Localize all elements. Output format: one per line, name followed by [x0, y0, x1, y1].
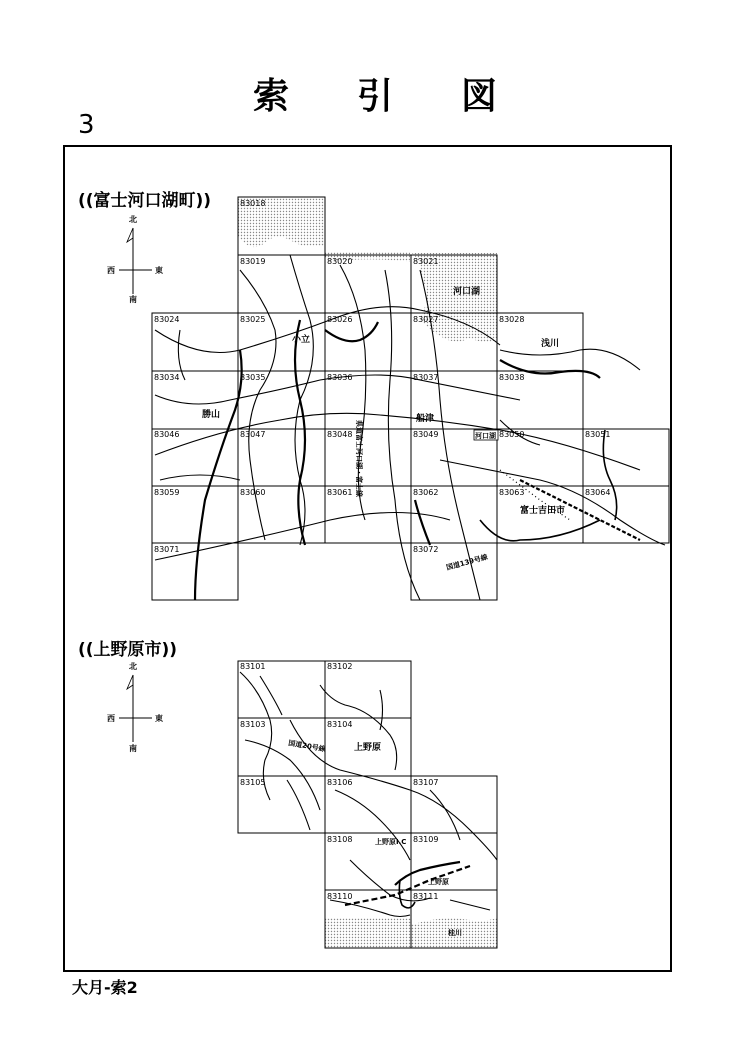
- sheet-number: 83051: [585, 430, 611, 439]
- place-name: 河口湖: [475, 432, 496, 440]
- sheet-number: 83047: [240, 430, 266, 439]
- place-name: 勝山: [202, 410, 221, 420]
- compass-west: 西: [107, 266, 115, 275]
- sheet-number: 83026: [327, 315, 353, 324]
- place-name: 河口湖: [453, 287, 481, 297]
- sheet-number: 83027: [413, 315, 439, 324]
- place-name: 船津: [416, 414, 435, 424]
- place-name: 上野原: [428, 878, 449, 886]
- sheet-number: 83110: [327, 892, 353, 901]
- section-label-kawaguchiko: ((富士河口湖町)): [78, 191, 212, 211]
- place-name: 富士吉田市: [520, 506, 566, 516]
- sheet-number: 83111: [413, 892, 439, 901]
- compass-east: 東: [155, 266, 163, 275]
- sheet-number: 83072: [413, 545, 439, 554]
- compass-rose: [107, 214, 163, 304]
- compass-north: 北: [129, 215, 137, 224]
- page-number: 3: [78, 110, 95, 140]
- map-section-uenohara: [107, 661, 497, 948]
- title-char: 索: [252, 76, 289, 117]
- sheet-number: 83028: [499, 315, 525, 324]
- title-char: 引: [356, 76, 393, 117]
- compass-west: 西: [107, 714, 115, 723]
- sheet-number: 83049: [413, 430, 439, 439]
- sheet-number: 83106: [327, 778, 353, 787]
- place-name: 上野原: [354, 743, 382, 753]
- compass-south: 南: [129, 744, 137, 753]
- place-names: [202, 285, 565, 572]
- sheet-number: 83025: [240, 315, 266, 324]
- sheet-number: 83048: [327, 430, 353, 439]
- sheet-number: 83037: [413, 373, 439, 382]
- section-label-uenohara: ((上野原市)): [78, 640, 178, 660]
- sheet-number: 83046: [154, 430, 180, 439]
- sheet-number: 83021: [413, 257, 439, 266]
- place-name: 国道139号線: [445, 553, 489, 572]
- sheet-number: 83060: [240, 488, 266, 497]
- sheet-numbers: [240, 662, 438, 901]
- sheet-number: 83036: [327, 373, 353, 382]
- sheet-number: 83109: [413, 835, 439, 844]
- sheet-number: 83019: [240, 257, 266, 266]
- sheet-number: 83071: [154, 545, 180, 554]
- sheet-number: 83063: [499, 488, 525, 497]
- sheet-number: 83101: [240, 662, 266, 671]
- sheet-number: 83064: [585, 488, 611, 497]
- sheet-number: 83034: [154, 373, 180, 382]
- river-area: [325, 918, 411, 948]
- lake-kawaguchiko: [412, 253, 497, 342]
- sheet-number: 83050: [499, 430, 525, 439]
- sheet-number: 83062: [413, 488, 439, 497]
- place-name: 県道富士河口湖・富士線: [355, 420, 363, 497]
- sheet-number: 83024: [154, 315, 180, 324]
- sheet-number: 83061: [327, 488, 353, 497]
- sheet-number: 83020: [327, 257, 353, 266]
- sheet-number: 83105: [240, 778, 266, 787]
- sheet-grid: [152, 197, 669, 600]
- compass-north: 北: [129, 662, 137, 671]
- map-section-kawaguchiko: [107, 197, 669, 600]
- place-name: 国道20号線: [287, 739, 327, 754]
- sheet-number: 83108: [327, 835, 353, 844]
- place-name: 浅川: [541, 339, 560, 349]
- sheet-number: 83038: [499, 373, 525, 382]
- compass-east: 東: [155, 714, 163, 723]
- title-char: 図: [461, 76, 498, 117]
- place-name: 小立: [292, 335, 311, 345]
- sheet-number: 83035: [240, 373, 266, 382]
- place-name: 桂川: [448, 929, 462, 937]
- place-name: 上野原I.C: [375, 838, 407, 846]
- sheet-number: 83018: [240, 199, 266, 208]
- compass-rose: [107, 661, 163, 753]
- compass-south: 南: [129, 295, 137, 304]
- sheet-number: 83103: [240, 720, 266, 729]
- sheet-number: 83104: [327, 720, 353, 729]
- sheet-number: 83102: [327, 662, 353, 671]
- sheet-number: 83059: [154, 488, 180, 497]
- page-footer: 大月-索2: [72, 978, 138, 997]
- sheet-number: 83107: [413, 778, 439, 787]
